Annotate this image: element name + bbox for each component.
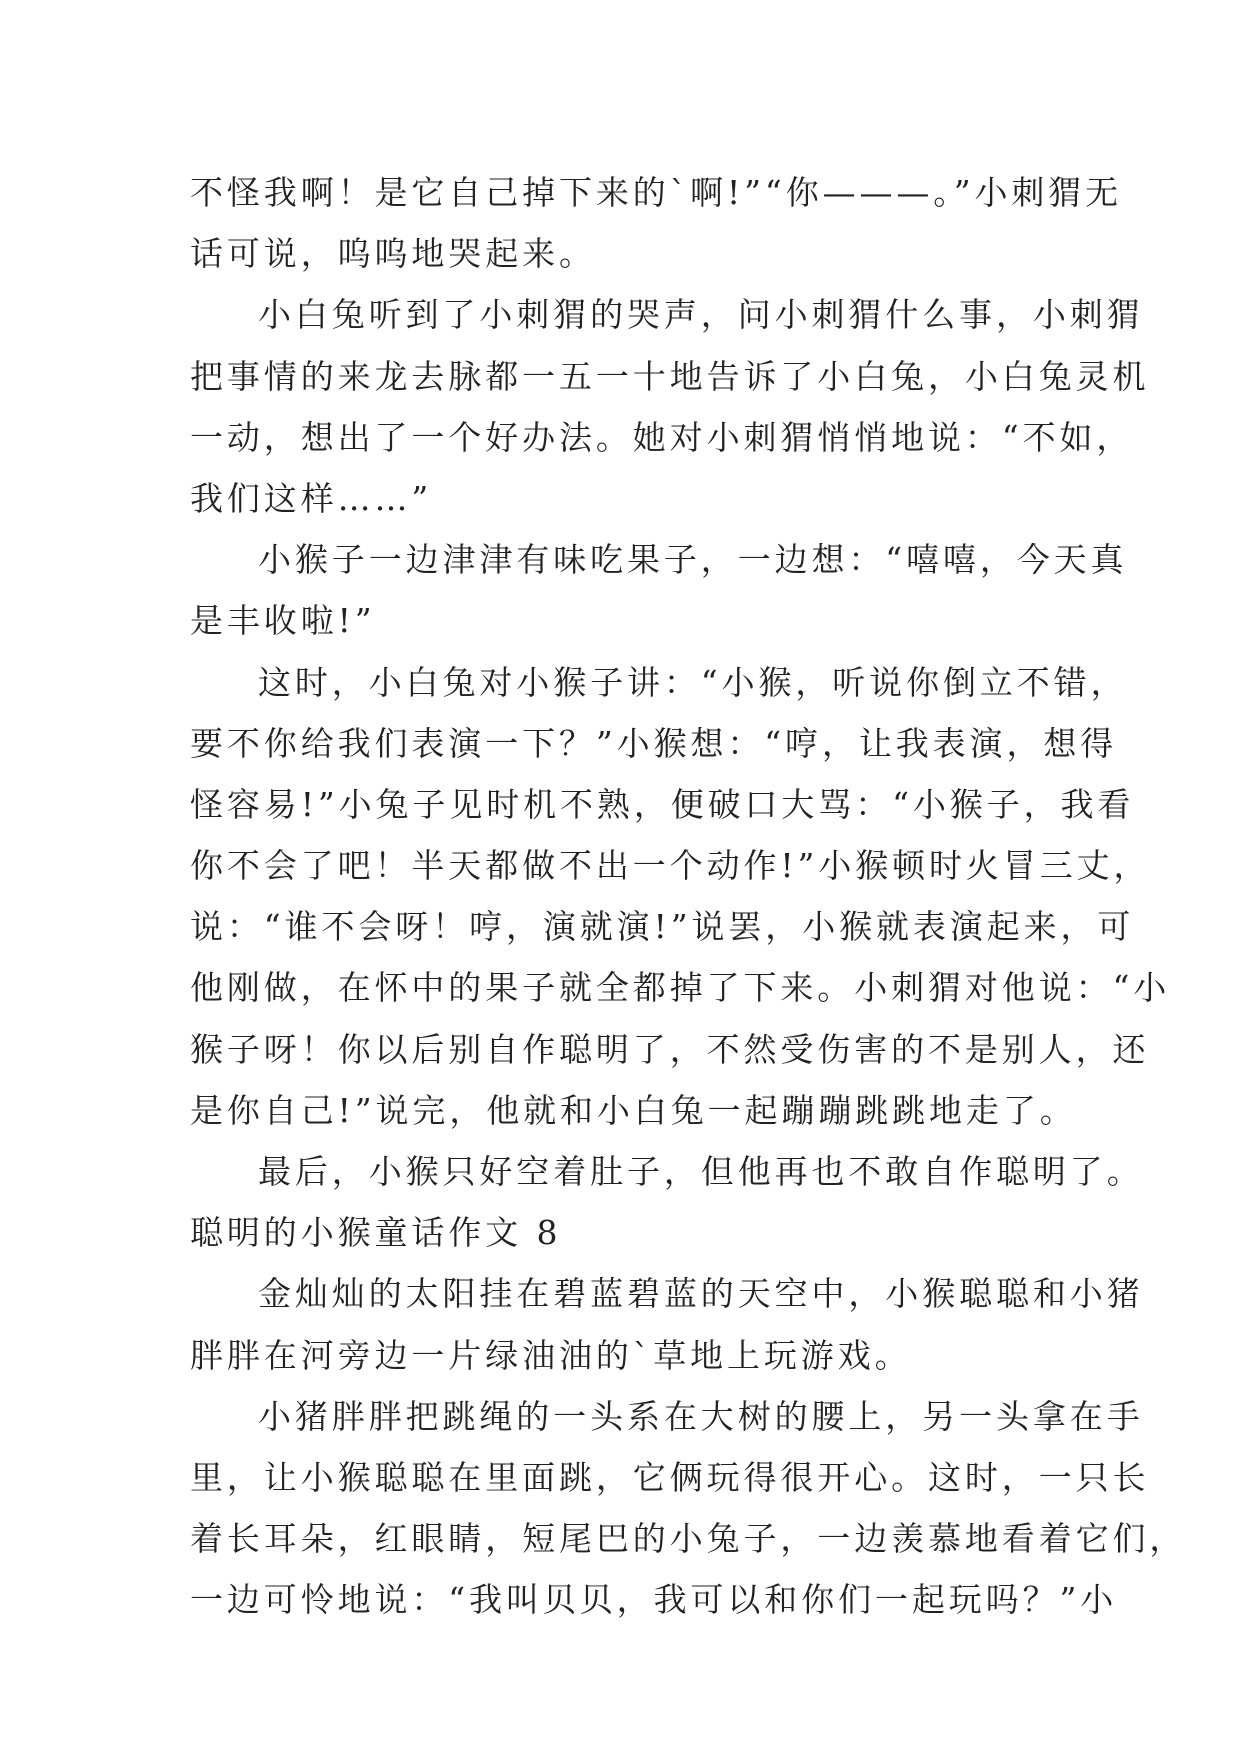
text-line: 把事情的来龙去脉都一五一十地告诉了小白兔，小白兔灵机 — [190, 356, 1150, 396]
text-line: 是你自己!”说完，他就和小白兔一起蹦蹦跳跳地走了。 — [190, 1090, 1077, 1130]
paragraph-start: 小白兔听到了小刺猬的哭声，问小刺猬什么事，小刺猬 — [258, 295, 1144, 335]
paragraph-start: 小猴子一边津津有味吃果子，一边想：“嘻嘻，今天真 — [258, 540, 1128, 580]
text-line: 一边可怜地说：“我叫贝贝，我可以和你们一起玩吗？”小 — [190, 1580, 1118, 1620]
text-line: 说：“谁不会呀！哼，演就演!”说罢，小猴就表演起来，可 — [190, 907, 1135, 947]
text-line: 你不会了吧！半天都做不出一个动作!”小猴顿时火冒三丈， — [190, 846, 1151, 886]
text-line: 着长耳朵，红眼睛，短尾巴的小兔子，一边羡慕地看着它们， — [190, 1519, 1187, 1559]
text-line: 怪容易!”小兔子见时机不熟，便破口大骂：“小猴子，我看 — [190, 784, 1135, 824]
text-line: 胖胖在河旁边一片绿油油的`草地上玩游戏。 — [190, 1335, 912, 1375]
text-line: 要不你给我们表演一下？”小猴想：“哼，让我表演，想得 — [190, 723, 1118, 763]
text-line: 猴子呀！你以后别自作聪明了，不然受伤害的不是别人，还 — [190, 1029, 1150, 1069]
paragraph-start: 最后，小猴只好空着肚子，但他再也不敢自作聪明了。 — [258, 1152, 1144, 1191]
paragraph-start: 小猪胖胖把跳绳的一头系在大树的腰上，另一头拿在手 — [258, 1396, 1144, 1436]
text-line: 他刚做，在怀中的果子就全都掉了下来。小刺猬对他说：“小 — [190, 968, 1171, 1008]
text-line: 不怪我啊！是它自己掉下来的`啊!”“你———。”小刺猬无 — [190, 173, 1123, 212]
document-page — [190, 162, 1187, 1631]
paragraph-start: 金灿灿的太阳挂在碧蓝碧蓝的天空中，小猴聪聪和小猪 — [258, 1274, 1144, 1314]
text-line: 是丰收啦!” — [190, 601, 376, 641]
text-line: 话可说，呜呜地哭起来。 — [190, 234, 596, 274]
text-line: 里，让小猴聪聪在里面跳，它俩玩得很开心。这时，一只长 — [190, 1457, 1150, 1497]
text-line: 一动，想出了一个好办法。她对小刺猬悄悄地说：“不如， — [190, 417, 1134, 457]
text-line: 我们这样……” — [190, 478, 433, 518]
paragraph-start: 这时，小白兔对小猴子讲：“小猴，听说你倒立不错， — [258, 662, 1128, 702]
section-heading: 聪明的小猴童话作文 8 — [190, 1213, 562, 1253]
